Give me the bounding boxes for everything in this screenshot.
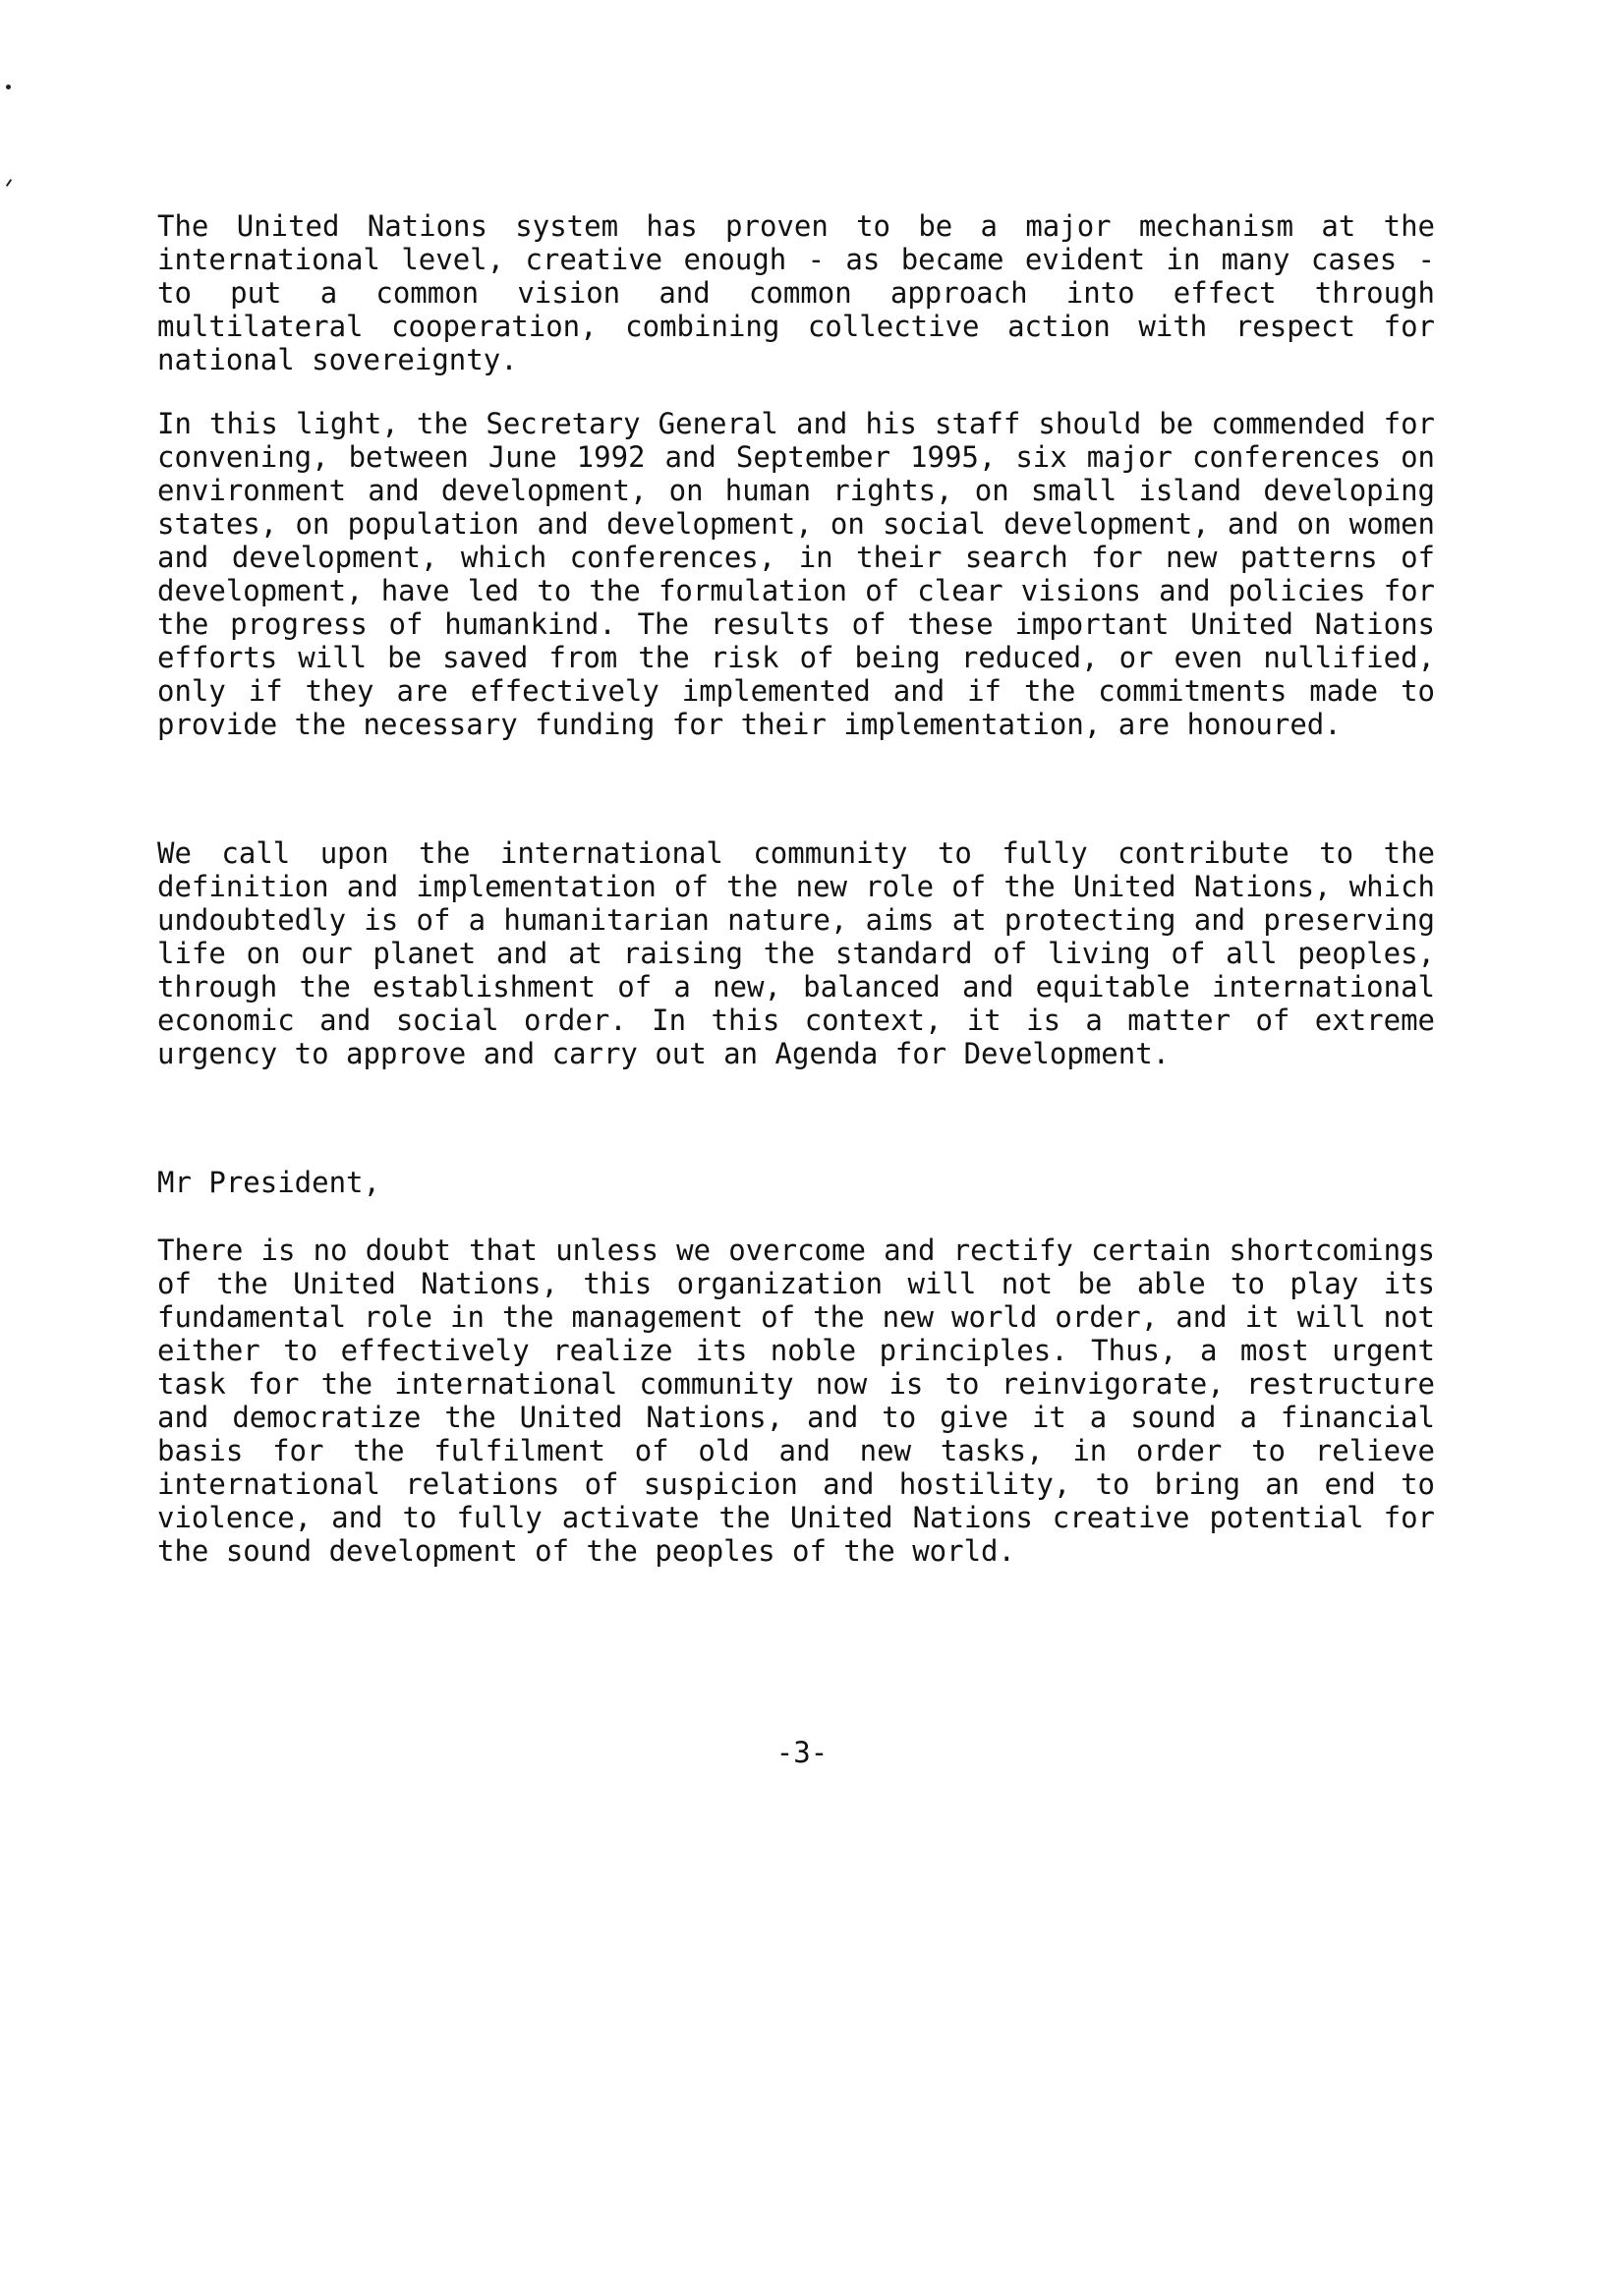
paragraph-un-system: The United Nations system has proven to be a major mechanism at the international level, creative enough - as became evident in many cases - to put a common vision and common approach into effect through multilateral cooperation, combining collective action with respect for national sovereignty. [157,209,1435,376]
paragraph-reform: There is no doubt that unless we overcome and rectify certain shortcomings of the United Nations, this organization will not be able to play its fundamental role in the management of the new world order, and it will not either to effectively realize its noble principles. Thus, a most urgent task for the international community now is to reinvigorate, restructure and democratize the United Nations, and to give it a sound a financial basis for the fulfilment of old and new tasks, in order to relieve international relations of suspicion and hostility, to bring an end to violence, and to fully activate the United Nations creative potential for the sound development of the peoples of the world. [157,1234,1435,1568]
scan-dot-mark [6,85,11,89]
scan-tick-mark [6,179,12,187]
paragraph-international-community: We call upon the international community to fully contribute to the definition and implementation of the new role of the United Nations, which undoubtedly is of a humanitarian nature, aims at protecting and preserving life on our planet and at raising the standard of living of all peoples, through the establishment of a new, balanced and equitable international economic and social order. In this context, it is a matter of extreme urgency to approve and carry out an Agenda for Development. [157,836,1435,1070]
salutation: Mr President, [157,1166,380,1199]
paragraph-conferences: In this light, the Secretary General and his staff should be commended for convening, between June 1992 and September 1995, six major conferences on environment and development, on human rights, on small island developing states, on population and development, on social development, and on women and development, which conferences, in their search for new patterns of development, have led to the formulation of clear visions and policies for the progress of humankind. The results of these important United Nations efforts will be saved from the risk of being reduced, or even nullified, only if they are effectively implemented and if the commitments made to provide the necessary funding for their implementation, are honoured. [157,407,1435,741]
page-number: -3- [775,1736,829,1769]
